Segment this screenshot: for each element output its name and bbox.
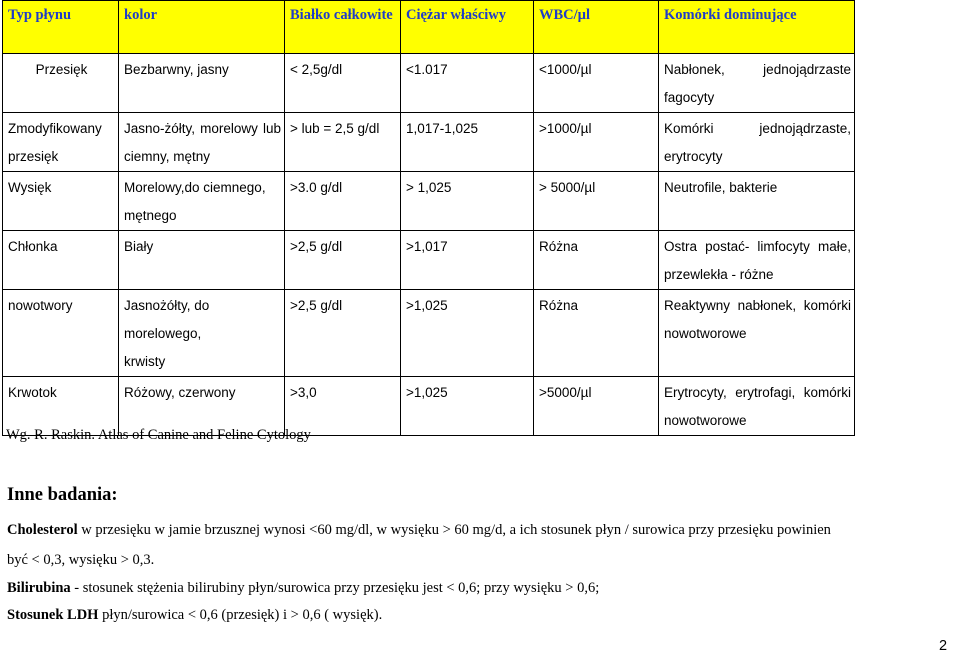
- header-cell: Typ płynu: [3, 1, 119, 54]
- table-cell: Krwotok: [3, 377, 119, 436]
- table-cell: Jasno-żółty, morelowy lub ciemny, mętny: [119, 113, 285, 172]
- table-cell: >3,0: [285, 377, 401, 436]
- table-cell: Biały: [119, 231, 285, 290]
- bilirubina-text: - stosunek stężenia bilirubiny płyn/surowica przy przesięku jest < 0,6; przy wysięku > 0,6;: [70, 580, 600, 596]
- table-cell: >1,017: [401, 231, 534, 290]
- header-cell: WBC/µl: [534, 1, 659, 54]
- source-citation: Wg. R. Raskin. Atlas of Canine and Feline Cytology: [6, 427, 311, 443]
- ldh-text: płyn/surowica < 0,6 (przesięk) i > 0,6 ( wysięk).: [98, 607, 383, 623]
- table-cell: Jasnożółty, do morelowego, krwisty: [119, 290, 285, 377]
- table-cell: Ostra postać- limfocyty małe, przewlekła - różne: [659, 231, 855, 290]
- table-cell: Neutrofile, bakterie: [659, 172, 855, 231]
- cholesterol-paragraph-cont: być < 0,3, wysięku > 0,3.: [7, 552, 155, 568]
- table-cell: > 1,025: [401, 172, 534, 231]
- table-row: [3, 231, 855, 290]
- table-cell: 1,017-1,025: [401, 113, 534, 172]
- bilirubina-paragraph: [7, 580, 599, 597]
- cholesterol-term: Cholesterol: [7, 522, 78, 538]
- cholesterol-text: w przesięku w jamie brzusznej wynosi <60 mg/dl, w wysięku > 60 mg/d, a ich stosunek płyn / surowica przy przesięku powinien: [77, 522, 831, 538]
- table-cell: Morelowy,do ciemnego, mętnego: [119, 172, 285, 231]
- section-heading: Inne badania:: [7, 485, 118, 505]
- header-cell: Komórki dominujące: [659, 1, 855, 54]
- table-cell: Bezbarwny, jasny: [119, 54, 285, 113]
- table-cell: <1000/µl: [534, 54, 659, 113]
- table-cell: Reaktywny nabłonek, komórki nowotworowe: [659, 290, 855, 377]
- table-cell: Różna: [534, 231, 659, 290]
- table-cell: Różowy, czerwony: [119, 377, 285, 436]
- table-cell: Różna: [534, 290, 659, 377]
- table-cell: >1,025: [401, 377, 534, 436]
- ldh-term: Stosunek LDH: [7, 607, 99, 623]
- table-cell: Komórki jednojądrzaste, erytrocyty: [659, 113, 855, 172]
- table-cell: Przesięk: [3, 54, 119, 113]
- table-cell: Nabłonek, jednojądrzaste fagocyty: [659, 54, 855, 113]
- header-cell: Białko całkowite: [285, 1, 401, 54]
- table-cell: >3.0 g/dl: [285, 172, 401, 231]
- table-row: [3, 113, 855, 172]
- table-cell: Chłonka: [3, 231, 119, 290]
- cholesterol-paragraph: [7, 522, 831, 539]
- table-row: [3, 54, 855, 113]
- header-cell: Ciężar właściwy: [401, 1, 534, 54]
- table-cell: >2,5 g/dl: [285, 231, 401, 290]
- table-cell: > 5000/µl: [534, 172, 659, 231]
- header-cell: kolor: [119, 1, 285, 54]
- table-cell: <1.017: [401, 54, 534, 113]
- table-cell: >2,5 g/dl: [285, 290, 401, 377]
- table-cell: Wysięk: [3, 172, 119, 231]
- table-cell: < 2,5g/dl: [285, 54, 401, 113]
- table-cell: Zmodyfikowany przesięk: [3, 113, 119, 172]
- table-cell: Erytrocyty, erytrofagi, komórki nowotworowe: [659, 377, 855, 436]
- table-row: [3, 290, 855, 377]
- fluid-types-table: [2, 0, 855, 436]
- table-cell: >1,025: [401, 290, 534, 377]
- page-number: 2: [939, 638, 948, 654]
- ldh-paragraph: [7, 607, 382, 624]
- table-cell: > lub = 2,5 g/dl: [285, 113, 401, 172]
- table-header-row: [3, 1, 855, 54]
- table-cell: >5000/µl: [534, 377, 659, 436]
- table-cell: >1000/µl: [534, 113, 659, 172]
- table-cell: nowotwory: [3, 290, 119, 377]
- table-row: [3, 172, 855, 231]
- bilirubina-term: Bilirubina: [7, 580, 71, 596]
